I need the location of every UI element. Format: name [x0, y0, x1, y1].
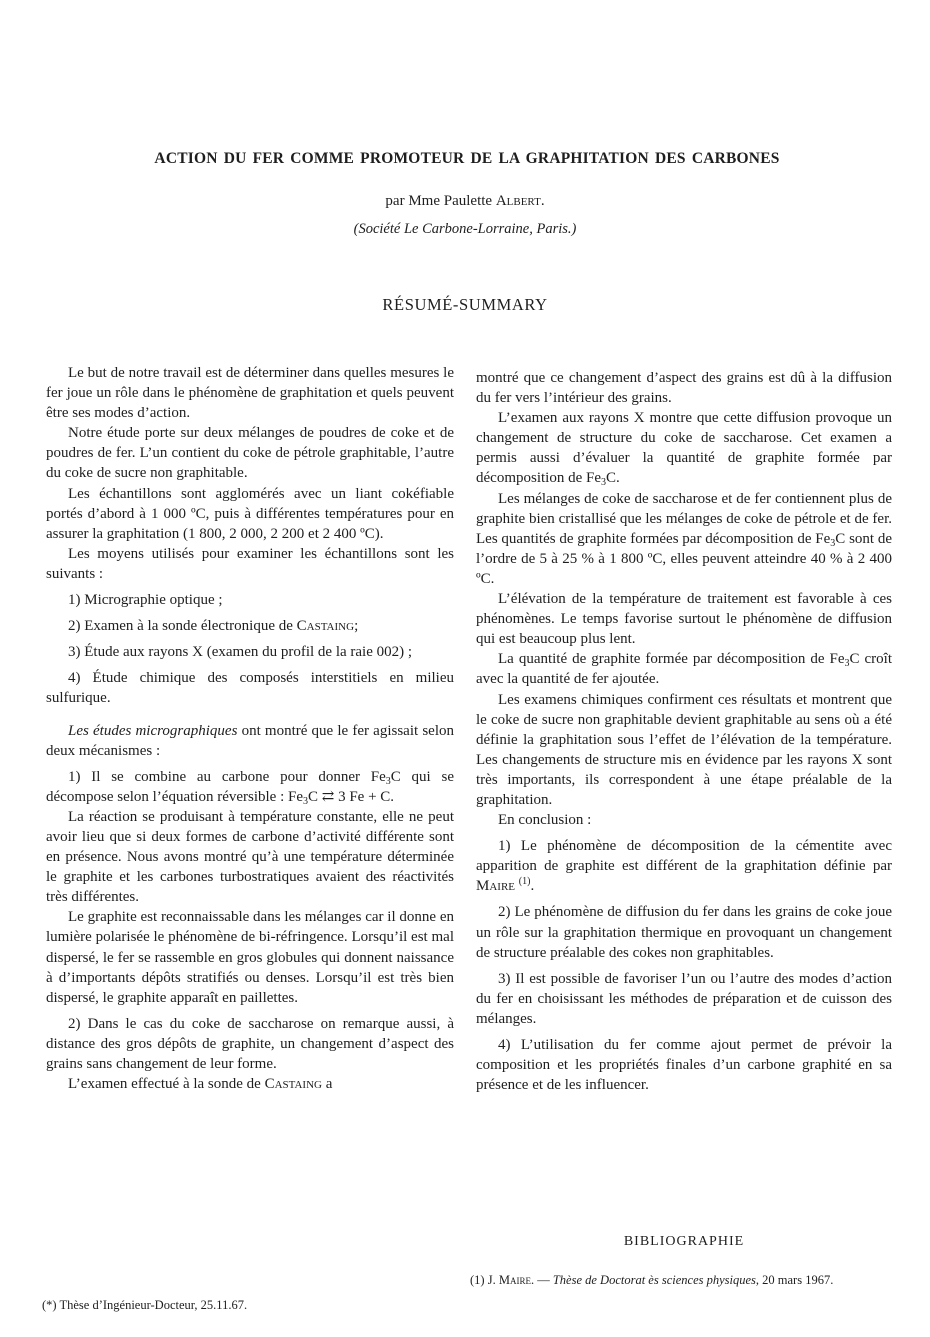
paragraph	[46, 721, 454, 761]
reference-number: (1) J.	[470, 1273, 499, 1287]
paragraph: L’élévation de la température de traitement est favorable à ces phénomènes. Le temps favorise surtout le phénomène de diffusion qui est beaucoup plus lent.	[476, 591, 892, 648]
bibliography-heading: BIBLIOGRAPHIE	[623, 1234, 745, 1249]
left-column	[46, 363, 454, 1094]
list-item-text: 2) Examen à la sonde électronique de	[68, 618, 297, 635]
paragraph-text: C qui se décompose selon l’équation réversible : Fe	[46, 768, 454, 805]
conclusion-item: 3) Il est possible de favoriser l’un ou l’autre des modes d’action du fer en choisissant les méthodes de préparation et de cuisson des mélanges.	[476, 970, 892, 1027]
paragraph	[46, 767, 454, 807]
list-item: 3) Étude aux rayons X (examen du profil de la raie 002) ;	[68, 644, 413, 661]
bibliography-entry	[470, 1273, 892, 1288]
paragraph: Les examens chimiques confirment ces résultats et montrent que le coke de sucre non graphitable devient graphitable au sens où a été définie la graphitation sous l’effet de l’élévation de la température. Les changements de structure mis en évidence par les rayons X sont très importants, ils correspondent à une étape préalable de la graphitation.	[476, 691, 892, 808]
paragraph-text: ont montré que le fer agissait selon deux mécanismes :	[46, 722, 454, 759]
paragraph	[476, 408, 892, 488]
author-surname: Albert	[495, 193, 541, 209]
subscript: 3	[844, 658, 850, 670]
list-item: 1) Micrographie optique ;	[68, 592, 223, 609]
paragraph: Le but de notre travail est de déterminer dans quelles mesures le fer joue un rôle dans le phénomène de graphitation et quels peuvent être ses modes d’action.	[46, 365, 454, 422]
conclusion-item: 4) L’utilisation du fer comme ajout permet de prévoir la composition et les propriétés finales d’un carbone graphité en sa présence et de les influencer.	[476, 1037, 892, 1094]
paragraph-text: L’examen aux rayons X montre que cette diffusion provoque un changement de structure du coke de saccharose. Cet examen a permis aussi d’évaluer la quantité de graphite formée par décomposition de Fe	[476, 410, 892, 487]
list-item-text: ;	[354, 618, 359, 635]
byline	[0, 193, 930, 210]
conclusion-text: 1) Le phénomène de décomposition de la cémentite avec apparition de graphite est différent de la graphitation définie par	[476, 838, 892, 875]
paragraph	[46, 1074, 454, 1094]
paragraph-text: La quantité de graphite formée par décomposition de Fe	[498, 651, 845, 668]
cited-name: Maire	[476, 878, 516, 895]
cited-name: Castaing	[264, 1076, 322, 1093]
paragraph: Le graphite est reconnaissable dans les mélanges car il donne en lumière polarisée le phénomène de bi-réfringence. Lorsqu’il est mal dispersé, le fer se rassemble en gros globules qui donnent naissance à d’importants dépôts stratifiés ou denses. Lorsqu’il est très bien dispersé, le graphite apparaît en paillettes.	[46, 909, 454, 1006]
reference-title: Thèse de Doctorat ès sciences physiques	[552, 1273, 756, 1287]
reference-author: Maire	[498, 1273, 531, 1287]
paragraph-text: Les mélanges de coke de saccharose et de fer contiennent plus de graphite bien cristallisé que les mélanges de coke de pétrole et de fer. Les quantités de graphite formées par décomposition de Fe	[476, 490, 892, 547]
paragraph	[476, 649, 892, 689]
paragraph: En conclusion :	[498, 812, 592, 829]
conclusion-item	[476, 836, 892, 896]
article-title: ACTION DU FER COMME PROMOTEUR DE LA GRAPHITATION DES CARBONES	[154, 150, 780, 167]
subscript: 3	[303, 795, 309, 807]
subscript: 3	[385, 775, 391, 787]
subscript: 3	[830, 537, 836, 549]
paragraph: montré que ce changement d’aspect des grains est dû à la diffusion du fer vers l’intérieur des grains.	[476, 370, 892, 407]
byline-suffix: .	[540, 193, 545, 209]
paragraph-text: C sont de l’ordre de 5 à 25 % à 1 800 ºC, elles peuvent atteindre 40 % à 2 400 ºC.	[476, 530, 893, 587]
reference-marker: (1)	[518, 876, 531, 888]
cited-name: Castaing	[296, 618, 355, 635]
author-affiliation: (Société Le Carbone-Lorraine, Paris.)	[353, 221, 577, 237]
reference-date: , 20 mars 1967.	[755, 1273, 834, 1287]
paragraph: 2) Dans le cas du coke de saccharose on remarque aussi, à distance des gros dépôts de graphite, un changement d’aspect des grains sans changement de leur forme.	[46, 1015, 454, 1072]
emphasis-text: Les études micrographiques	[68, 722, 238, 739]
byline-prefix: par Mme Paulette	[385, 193, 496, 209]
footnote: (*) Thèse d’Ingénieur-Docteur, 25.11.67.	[42, 1298, 248, 1312]
paragraph-text: L’examen effectué à la sonde de	[68, 1076, 265, 1093]
reference-dash: . —	[530, 1273, 553, 1287]
paragraph: Notre étude porte sur deux mélanges de poudres de coke et de poudres de fer. L’un contient du coke de pétrole graphitable, l’autre du coke de sucre non graphitable.	[46, 425, 454, 482]
paragraph-text: 1) Il se combine au carbone pour donner Fe	[68, 768, 386, 785]
paragraph: La réaction se produisant à température constante, elle ne peut avoir lieu que si deux formes de carbone d’activité différente sont en présence. Nous avons montré qu’à une température déterminée le graphite et les carbones turbostratiques avaient des réactivités très différentes.	[46, 808, 454, 906]
conclusion-item: 2) Le phénomène de diffusion du fer dans les grains de coke joue un rôle sur la graphitation thermique en provoquant un changement de structure préalable des cokes non graphitables.	[476, 904, 892, 961]
paragraph-text: a	[321, 1076, 333, 1093]
paragraph: Les échantillons sont agglomérés avec un liant cokéfiable portés d’abord à 1 000 ºC, puis à différentes températures pour en assurer la graphitation (1 800, 2 000, 2 200 et 2 400 ºC).	[46, 485, 454, 542]
equation-text: C ⇄ 3 Fe + C.	[308, 788, 395, 805]
paragraph	[476, 489, 892, 589]
list-item: 4) Étude chimique des composés interstitiels en milieu sulfurique.	[46, 670, 454, 707]
right-column	[476, 368, 892, 1095]
conclusion-text: .	[530, 878, 535, 895]
subscript: 3	[600, 477, 606, 489]
list-item	[46, 616, 454, 636]
paragraph-text: C.	[605, 470, 620, 487]
paragraph-text: C croît avec la quantité de fer ajoutée.	[476, 651, 892, 688]
paragraph: Les moyens utilisés pour examiner les échantillons sont les suivants :	[46, 545, 454, 582]
section-heading: RÉSUMÉ-SUMMARY	[382, 295, 548, 314]
